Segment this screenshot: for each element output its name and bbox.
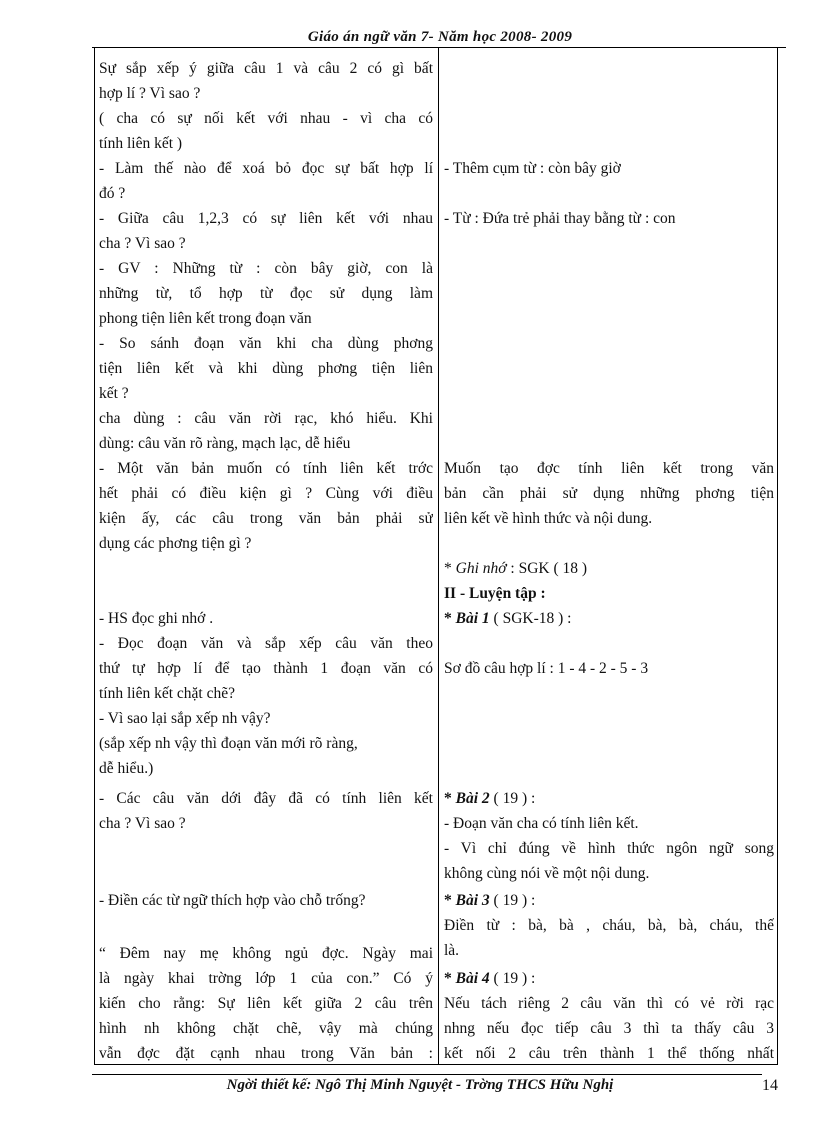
right-line: Điền từ : bà, bà , cháu, bà, bà, cháu, thế <box>444 917 774 934</box>
right-line: - Vì chỉ đúng về hình thức ngôn ngữ song <box>444 840 774 857</box>
left-line: tính liên kết chặt chẽ? <box>99 685 235 702</box>
left-line: hình nh không chặt chẽ, vậy mà chúng <box>99 1020 433 1037</box>
right-line: nhng nếu đọc tiếp câu 3 thì ta thấy câu 3 <box>444 1020 774 1037</box>
exercise-3-heading <box>444 888 774 913</box>
left-line: kiện ấy, các câu trong văn bản phải sử <box>99 510 433 527</box>
left-line: - Đọc đoạn văn và sắp xếp câu văn theo <box>99 635 433 652</box>
left-line: (sắp xếp nh vậy thì đoạn văn mới rõ ràng, <box>99 735 358 752</box>
memo-ref: : SGK ( 18 ) <box>506 560 588 577</box>
exercise-1-label: Bài 1 <box>455 610 490 627</box>
right-line: liên kết về hình thức và nội dung. <box>444 510 653 527</box>
footer-divider <box>92 1074 762 1075</box>
exercise-2-heading <box>444 786 774 811</box>
exercise-3-ref: ( 19 ) : <box>489 892 536 909</box>
exercise-4-label: Bài 4 <box>455 970 490 987</box>
page-header: Giáo án ngữ văn 7- Năm học 2008- 2009 <box>307 29 573 45</box>
left-line: - GV : Những từ : còn bây giờ, con là <box>99 260 433 277</box>
right-line: kết nối 2 câu trên thành 1 thể thống nhất <box>444 1045 774 1062</box>
right-line: Nếu tách riêng 2 câu văn thì có vẻ rời rạc <box>444 995 774 1012</box>
left-line: là ngày khai trờng lớp 1 của con.” Có ý <box>99 970 433 987</box>
left-line: hết phải có điều kiện gì ? Cùng với điều <box>99 485 433 502</box>
left-line: dùng: câu văn rõ ràng, mạch lạc, dễ hiểu <box>99 435 351 452</box>
left-line: - Các câu văn dới đây đã có tính liên kết <box>99 790 433 807</box>
left-line: cha dùng : câu văn rời rạc, khó hiểu. Khi <box>99 410 433 427</box>
right-line: không cùng nói về một nội dung. <box>444 865 650 882</box>
column-divider <box>438 48 439 1064</box>
right-line: bản cần phải sử dụng những phơng tiện <box>444 485 774 502</box>
left-line: - Giữa câu 1,2,3 có sự liên kết với nhau <box>99 210 433 227</box>
right-line: là. <box>444 942 460 959</box>
left-line: tính liên kết ) <box>99 135 183 152</box>
left-line: phong tiện liên kết trong đoạn văn <box>99 310 312 327</box>
exercise-3-label: Bài 3 <box>455 892 490 909</box>
right-line: - Từ : Đứa trẻ phải thay bằng từ : con <box>444 210 676 227</box>
content-notes-column <box>444 48 774 1064</box>
exercise-star: * <box>444 790 456 807</box>
right-line: - Thêm cụm từ : còn bây giờ <box>444 160 621 177</box>
right-line: - Đoạn văn cha có tính liên kết. <box>444 815 639 832</box>
practice-heading: II - Luyện tập : <box>444 585 546 602</box>
left-line: - HS đọc ghi nhớ . <box>99 610 214 627</box>
exercise-2-label: Bài 2 <box>455 790 490 807</box>
memo-label: Ghi nhớ <box>455 560 507 577</box>
exercise-4-ref: ( 19 ) : <box>489 970 536 987</box>
left-line: - Điền các từ ngữ thích hợp vào chỗ trống? <box>99 892 366 909</box>
left-line: cha ? Vì sao ? <box>99 235 186 252</box>
teacher-student-activity-column <box>99 48 433 1064</box>
lesson-table <box>94 47 778 1065</box>
exercise-star: * <box>444 892 456 909</box>
left-line: những từ, tổ hợp từ đọc sử dụng làm <box>99 285 433 302</box>
left-line: kết ? <box>99 385 129 402</box>
right-line: Sơ đồ câu hợp lí : 1 - 4 - 2 - 5 - 3 <box>444 660 649 677</box>
left-line: - Vì sao lại sắp xếp nh vậy? <box>99 710 271 727</box>
exercise-star: * <box>444 610 456 627</box>
left-line: thứ tự hợp lí để tạo thành 1 đoạn văn có <box>99 660 433 677</box>
left-line: cha ? Vì sao ? <box>99 815 186 832</box>
left-line: dụng các phơng tiện gì ? <box>99 535 252 552</box>
left-line: - Làm thế nào để xoá bỏ đọc sự bất hợp lí <box>99 160 433 177</box>
left-line: Sự sắp xếp ý giữa câu 1 và câu 2 có gì bất <box>99 60 433 77</box>
exercise-1-ref: ( SGK-18 ) : <box>489 610 572 627</box>
left-line: đó ? <box>99 185 126 202</box>
left-line: kiến cho rằng: Sự liên kết giữa 2 câu trên <box>99 995 433 1012</box>
memo-star: * <box>444 560 456 577</box>
left-line: - So sánh đoạn văn khi cha dùng phơng <box>99 335 433 352</box>
left-line: dễ hiểu.) <box>99 760 154 777</box>
left-line: tiện liên kết và khi dùng phơng tiện liên <box>99 360 433 377</box>
exercise-1-heading <box>444 606 774 631</box>
left-line: vẫn đợc đặt cạnh nhau trong Văn bản : <box>99 1045 433 1062</box>
right-line: Muốn tạo đợc tính liên kết trong văn <box>444 460 774 477</box>
exercise-4-heading <box>444 966 774 991</box>
left-line: hợp lí ? Vì sao ? <box>99 85 201 102</box>
left-line: “ Đêm nay mẹ không ngủ đợc. Ngày mai <box>99 945 433 962</box>
left-line: ( cha có sự nối kết với nhau - vì cha có <box>99 110 433 127</box>
left-line: - Một văn bản muốn có tính liên kết trớc <box>99 460 433 477</box>
exercise-star: * <box>444 970 456 987</box>
page-footer: Ngời thiết kế: Ngô Thị Minh Nguyệt - Trờng THCS Hữu Nghị <box>226 1077 614 1093</box>
exercise-2-ref: ( 19 ) : <box>489 790 536 807</box>
page-number: 14 <box>762 1077 778 1094</box>
memo-line <box>444 556 774 581</box>
